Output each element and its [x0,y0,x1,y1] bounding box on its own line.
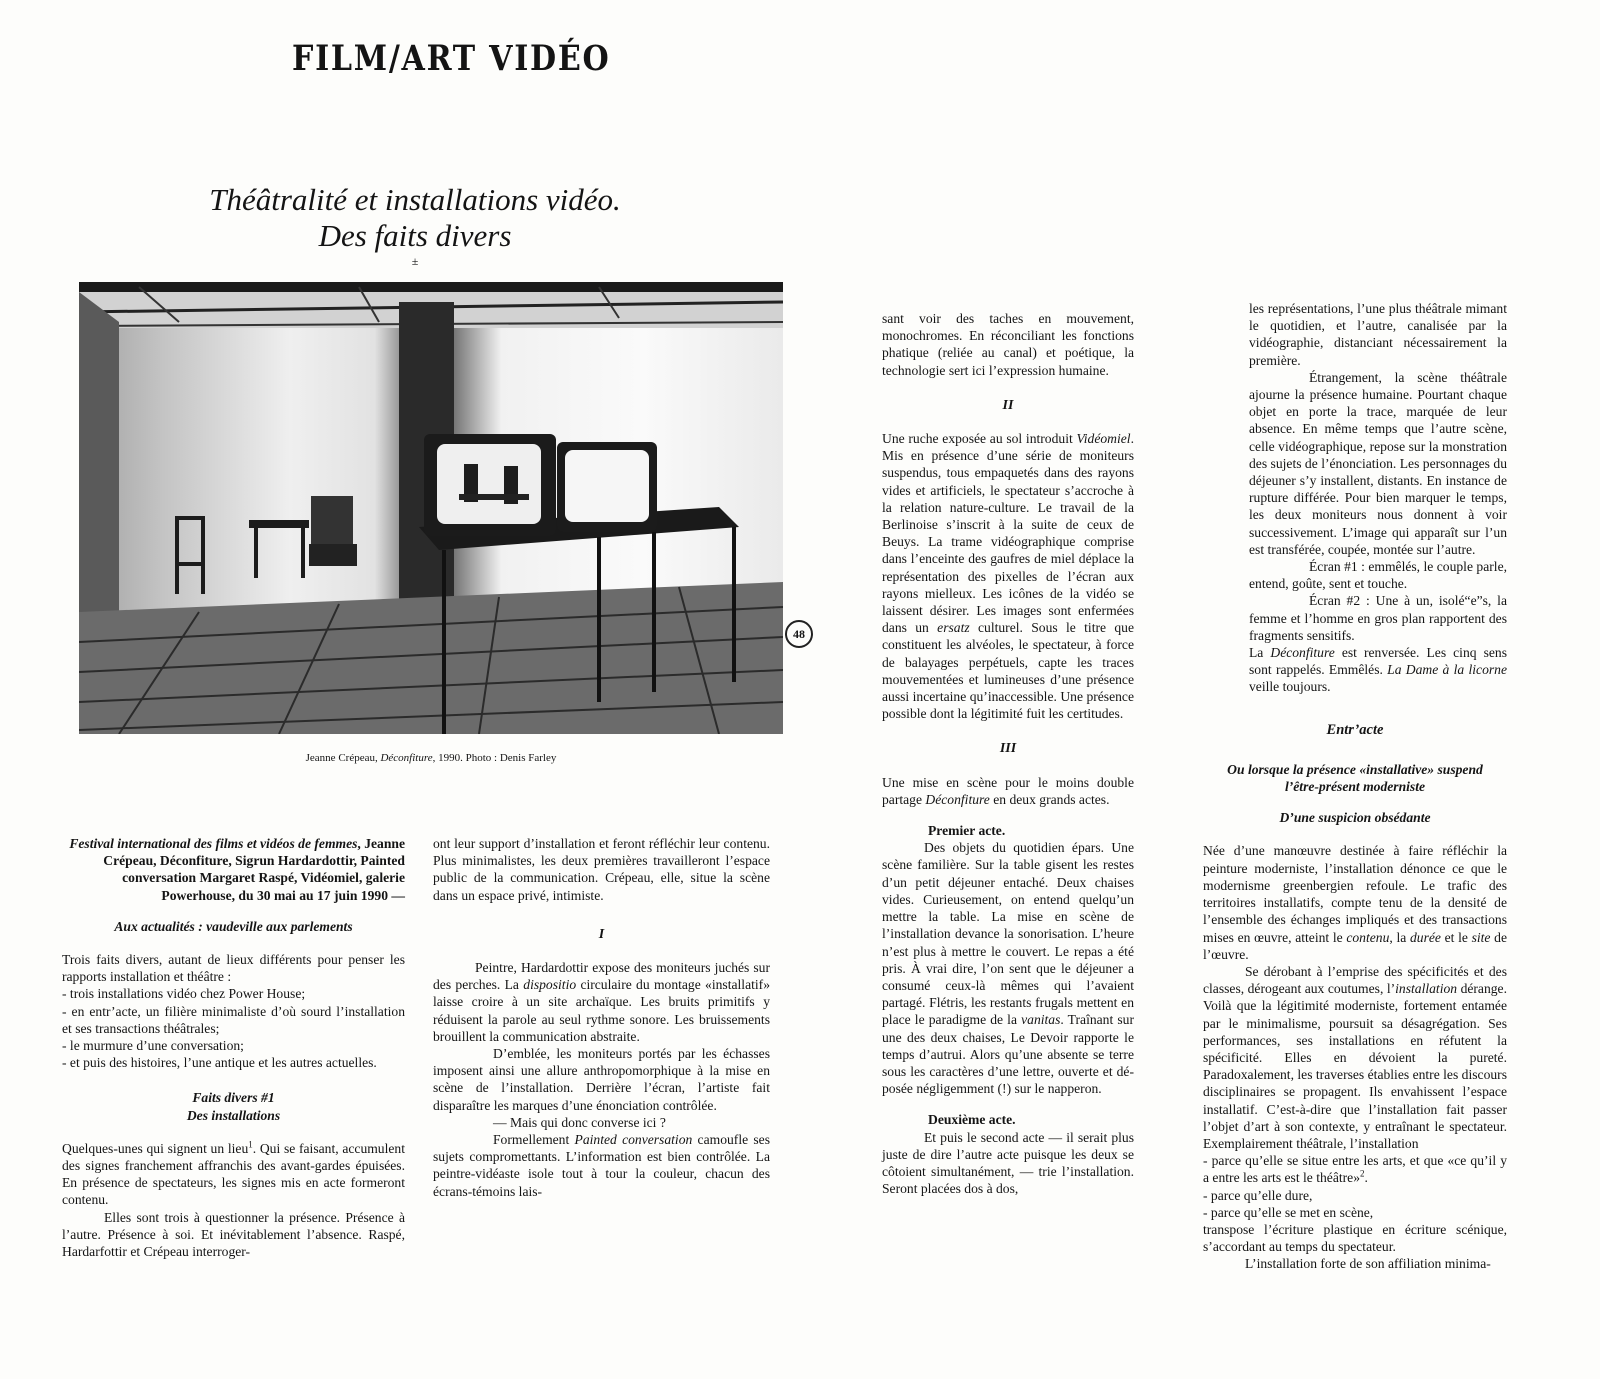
text-run: La [1249,645,1271,661]
col1-paragraph: Elles sont trois à questionner la présence. Présence à l’autre. Présence à soi. Et inévitablement l’absence. Raspé, Hardarfottir et Crépeau interroger- [62,1209,405,1260]
installation-photo-drawing [79,282,783,734]
column-1 [62,835,405,1260]
col1-list-item: - trois installations vidéo chez Power House; [62,986,306,1002]
installation-photo [79,282,783,734]
text-run-italic: Déconfiture [925,791,990,807]
festival-credits [62,835,405,904]
faits-divers-subheading: Des installations [186,1107,281,1123]
entracte-subheading-line2: l’être-présent moderniste [1284,779,1426,795]
text-run-italic: site [1471,929,1491,945]
section-numeral-ii: II [1002,397,1014,413]
text-run: en deux grands actes. [989,791,1110,807]
text-run: Peintre, Hardardottir expose des moniteurs juchés sur des perches. La [433,960,770,993]
article-title-line1: Théâtralité et installations vidéo. [209,182,621,217]
text-run: veille toujours. [1249,679,1331,695]
text-run: Se dérobant à l’emprise des spécificités et des classes, dérogeant aux coutumes, l’ [1203,963,1507,997]
text-run-italic: dispositio [523,977,577,993]
festival-details: , Jeanne Crépeau, Déconfiture, Sigrun Hardardottir, Painted conversation Margaret Raspé, Vidéomiel, galerie Powerhouse, du 30 mai au 17 juin 1990 — [103,836,405,903]
faits-divers-heading: Faits divers #1 [192,1090,275,1106]
article-title-line2: Des faits divers [318,218,512,253]
col1-paragraph [62,1140,405,1209]
col4-paragraph: les représentations, l’une plus théâtrale mimant le quotidien, et l’autre, canalisée par la vidéographie, distanciant nécessairement la première. [1249,301,1507,368]
col3-paragraph [882,430,1134,722]
col4-paragraph [1203,963,1507,1152]
col4-list-item: - parce qu’elle dure, [1203,1187,1313,1203]
col1-subhead: Aux actualités : vaudeville aux parlements [114,918,353,934]
text-run: camoufle ses sujets compromettants. L’information est bien contrôlée. La peintre-vidéaste isole tout à tour la couleur, chacun des écrans-témoins lais- [433,1132,770,1199]
section-numeral-i: I [598,926,605,942]
col1-list-item: - le murmure d’une conversation; [62,1038,244,1054]
text-run: - parce qu’elle se situe entre les arts, et que «ce qu’il y a entre les arts est le théâtre» [1203,1153,1507,1186]
text-run: . Qui se faisant, accumulent des signes franchement affranchis des avant-gardes épuisées. En présence de spectateurs, les signes mis en acte formeront contenu. [62,1140,405,1208]
col1-intro: Trois faits divers, autant de lieux différents pour penser les rapports installation et théâtre : [62,952,405,985]
text-run: . [1364,1170,1368,1186]
col2-paragraph: — Mais qui donc converse ici ? [493,1114,666,1130]
col4-paragraph: L’installation forte de son affiliation minima- [1245,1256,1491,1272]
text-run-italic: La Dame à la licorne [1387,662,1507,678]
text-run: . Traînant sur une des deux chaises, Le Devoir rapporte le temps d’autrui. Alors qu’une absente se terre sous les caractères d’une lettre, ouverte et dé-posée négligemment (!) sur le napperon. [882,1012,1134,1097]
suspicion-heading: D’une suspicion obsédante [1279,810,1431,826]
text-run: de l’œuvre. [1203,929,1507,962]
col4-list-item: - parce qu’elle se met en scène, [1203,1204,1374,1220]
text-run: Quelques-unes qui signent un lieu [62,1140,249,1156]
column-3 [882,310,1134,1197]
festival-name: Festival international des films et vidéos de femmes [69,836,358,851]
footnote-ref: 1 [248,1139,253,1150]
text-run: Des objets du quotidien épars. Une scène familière. Sur la table gisent les restes d’un petit déjeuner entaché. Deux chaises vides. Curieusement, on entend quelqu’un mettre la table. La mise en scène de l’installation devance la sonorisation. L’heure n’est plus à mettre le couvert. Le repas a été pris. À vrai dire, l’on sent que le déjeuner a consumé ceux-là mêmes qui l’avaient partagé. Flétris, les restants frugals mettent en place le paradigme de la [882,840,1134,1028]
col3-paragraph [882,774,1134,808]
text-run: Formellement [493,1132,575,1148]
text-run: . Mis en présence d’une série de moniteurs suspendus, tous empaquetés dans des rayons vides et artificiels, le spectateur s’accroche à la relation nature-culture. Le travail de la Berlinoise s’inscrit à la suite de ceux de Beuys. La trame vidéographique comprise dans l’enceinte des gaufres de miel déplace la représentation des pixelles de l’écran aux rayons mielleux. Les icônes de la vidéo se laissent désirer. Les images sont enfermées dans un [882,431,1134,636]
act-one-heading: Premier acte. [928,823,1006,839]
text-run: est renversée. Les cinq sens sont rappelés. Emmêlés. [1249,645,1507,678]
col4-paragraph: Écran #1 : emmêlés, le couple parle, entend, goûte, sent et touche. [1249,559,1507,592]
text-run: et le [1440,929,1472,945]
col3-paragraph: Et puis le second acte — il serait plus juste de dire l’autre acte puisque les deux se côtoient simultanément, — trie l’installation. Seront placées dos à dos, [882,1129,1134,1197]
col3-paragraph: sant voir des taches en mouvement, monochromes. En réconciliant les fonctions phatique (reliée au canal) et poétique, la technologie sert ici l’expression humaine. [882,311,1134,378]
text-run-italic: durée [1409,929,1441,945]
text-run: Une ruche exposée au sol introduit [882,431,1077,447]
footnote-ref: 2 [1360,1168,1365,1179]
col1-list-item: - en entr’acte, un filière minimaliste d’où sourd l’installation et ses transactions théâtrales; [62,1003,405,1036]
text-run: , la [1389,929,1410,945]
text-run-italic: installation [1395,981,1458,997]
caption-italic: Déconfiture [380,752,433,764]
page-number: 48 [785,620,813,648]
text-run: circulaire du montage «installatif» laisse croire à un site archaïque. Les bruits primitifs y réduisent la parole au seul rythme sonore. Les bruissements brouillent la communication abstraite. [433,977,770,1044]
col2-paragraph [433,959,770,1045]
text-run-italic: vanitas [1021,1012,1061,1028]
act-two-heading: Deuxième acte. [928,1112,1016,1128]
text-run: Une mise en scène pour le moins double partage [882,774,1134,807]
section-label: FILM/ART VIDÉO [292,38,611,79]
section-numeral-iii: III [999,741,1017,757]
col2-paragraph [433,1131,770,1200]
entracte-heading: Entr’acte [1326,721,1384,738]
column-2 [433,835,770,1200]
title-mark: ± [411,254,419,268]
text-run: dérange. Voilà que la légitimité moderniste, fortement entamée par le minimalisme, poursuit sa désagrégation. Ses performances, ses installations en réfutent la spécificité. Elles en dévoient la pureté. Paradoxalement, les traverses établies entre les discours disciplinaires se propagent. Ils envahissent l’espace installatif. C’est-à-dire que l’installation fait passer l’objet d’art à son contexte, y entraînant le spectateur. Exemplairement théâtrale, l’installation [1203,981,1507,1151]
col4-paragraph: Étrangement, la scène théâtrale ajourne la présence humaine. Pourtant chaque objet en porte la trace, marquée de leur absence. En même temps que l’autre scène, celle vidéographique, repose sur la monstration des sujets de l’énonciation. Les personnages du déjeuner s’y installent, distants. En instance de rupture différée. Pour bien marquer le temps, les deux moniteurs nous donnent à voir successivement. L’image qui apparaît sur l’un est transférée, coupée, montée sur l’autre. [1249,369,1507,557]
col4-paragraph [1203,842,1507,962]
col4-paragraph [1203,644,1507,696]
column-4 [1203,300,1507,1273]
text-run-italic: Déconfiture [1270,645,1335,661]
text-run: Née d’une manœuvre destinée à faire réfléchir la peinture moderniste, l’installation dénonce ce que le modernisme greenbergien refoule. Le trafic des territoires installatifs, compte tenu de la densité de l’ensemble des échanges impliqués et des transactions mises en œuvre, atteint le [1203,843,1507,945]
text-run-italic: ersatz [937,620,970,636]
col4-list-item [1203,1152,1507,1186]
col2-paragraph: ont leur support d’installation et feront réfléchir leur contenu. Plus minimalistes, les deux premières travailleront l’espace public de la communication. Crépeau, elle, situe la scène dans un espace privé, intimiste. [433,836,770,903]
col4-paragraph: transpose l’écriture plastique en écriture scénique, s’accordant au temps du spectateur. [1203,1221,1507,1255]
text-run: culturel. Sous le titre que constituent les alvéoles, le spectateur, à force de balayages perpétuels, capte les traces mouvementées et lumineuses d’une présence aussi incertaine qu’inaccessible. Une présence possible dont la légitimité fuit les certitudes. [882,620,1134,722]
text-run-italic: Vidéomiel [1076,431,1131,447]
caption-pre: Jeanne Crépeau, [305,752,381,764]
col4-paragraph: Écran #2 : Une à un, isolé“e”s, la femme et l’homme en gros plan rapportent des fragments sensitifs. [1249,593,1507,643]
article-title [120,182,710,268]
col3-paragraph [882,839,1134,1097]
col2-paragraph: D’emblée, les moniteurs portés par les échasses imposent ainsi une allure anthropomorphique à la mise en scène de l’installation. Derrière l’écran, l’artiste fait disparaître les marques d’une énonciation contrôlée. [433,1046,770,1113]
col1-list-item: - et puis des histoires, l’une antique et les autres actuelles. [62,1055,377,1071]
photo-caption [79,752,783,764]
entracte-subheading-line1: Ou lorsque la présence «installative» suspend [1227,761,1483,777]
text-run-italic: contenu [1346,929,1390,945]
caption-post: , 1990. Photo : Denis Farley [432,752,557,764]
text-run-italic: Painted conversation [574,1132,693,1148]
